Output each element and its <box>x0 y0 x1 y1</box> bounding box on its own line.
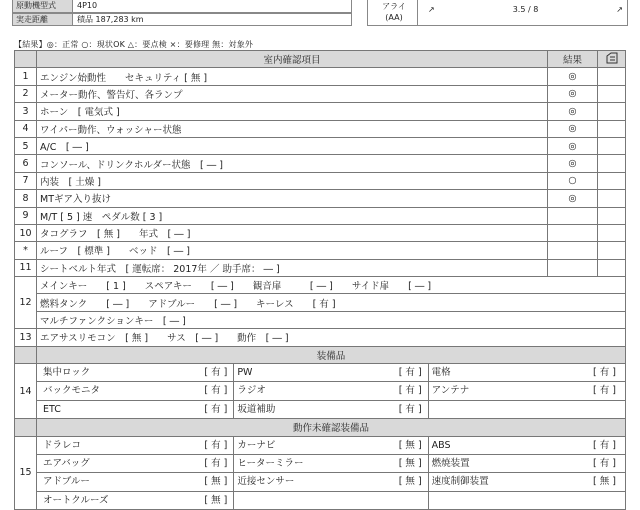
mileage-label: 実走距離 <box>13 14 73 25</box>
equipment-value: [ 有 ] <box>204 403 228 415</box>
equipment-cell <box>233 492 427 509</box>
table-row <box>15 400 626 418</box>
equipment-value: [ 有 ] <box>398 403 422 415</box>
equipment-cell <box>233 455 427 472</box>
equipment-cell <box>40 437 233 454</box>
item-text: M/T [ 5 ] 速 ペダル数 [ 3 ] <box>37 207 548 224</box>
section-title: 室内確認項目 <box>37 51 548 68</box>
mileage-value: 積品 187,283 km <box>77 15 144 24</box>
result-mark: ◎ <box>548 120 598 137</box>
equipment-cell <box>233 382 427 399</box>
equipment-value: [ 無 ] <box>204 494 228 506</box>
table-row <box>15 436 626 454</box>
engine-model-label: 原動機型式 <box>13 0 73 12</box>
item-text: コンソール、ドリンクホルダー状態 [ ― ] <box>37 155 548 172</box>
item-number: 1 <box>15 68 37 85</box>
equipment-cell <box>428 455 622 472</box>
result-mark: ◎ <box>548 155 598 172</box>
table-row <box>15 155 626 172</box>
item-text: エンジン始動性 セキュリティ [ 無 ] <box>37 68 548 85</box>
unchecked-header <box>15 419 626 436</box>
table-row <box>15 137 626 154</box>
engine-model-row <box>12 0 352 13</box>
item-text: ホーン [ 電気式 ] <box>37 103 548 120</box>
inspection-table <box>14 50 626 510</box>
result-mark: ◎ <box>548 68 598 85</box>
item-number: 14 <box>15 364 37 419</box>
equipment-cell <box>233 437 427 454</box>
item-number: 10 <box>15 224 37 241</box>
equipment-value: [ 無 ] <box>398 439 422 451</box>
equipment-name: アドブルー <box>43 476 90 488</box>
equipment-name: ラジオ <box>237 385 266 397</box>
equipment-name: アンテナ <box>431 385 470 397</box>
item-text: エアサスリモコン [ 無 ] サス [ ― ] 動作 [ ― ] <box>37 329 626 346</box>
item-text: ルーフ [ 標準 ] ベッド [ ― ] <box>37 242 548 259</box>
table-row <box>15 224 626 241</box>
equipment-value: [ 有 ] <box>593 439 616 451</box>
item-text: A/C [ ― ] <box>37 137 548 154</box>
item-number: 11 <box>15 259 37 276</box>
equipment-cell <box>428 492 622 509</box>
equipment-name: ヒーターミラー <box>237 457 304 469</box>
equipment-name: バックモニタ <box>43 385 101 397</box>
vehicle-info-header <box>12 0 628 30</box>
table-row <box>15 172 626 189</box>
result-legend: 【結果】◎：正常 ○：現状OK △：要点検 ×：要修理 無：対象外 <box>14 40 254 49</box>
equipment-name: 坂道補助 <box>237 403 276 415</box>
equipment-name: 電格 <box>431 367 451 379</box>
item-text: マルチファンクションキー [ ― ] <box>37 311 626 328</box>
equipment-name: PW <box>237 367 253 379</box>
item-number: 7 <box>15 172 37 189</box>
equipment-cell <box>428 473 622 490</box>
result-mark <box>548 207 598 224</box>
table-row <box>15 382 626 400</box>
equipment-value: [ 無 ] <box>398 476 422 488</box>
equipment-name: ETC <box>43 403 61 415</box>
result-mark: ○ <box>548 172 598 189</box>
table-row <box>15 259 626 276</box>
item-number: 4 <box>15 120 37 137</box>
equipment-name: 速度制御装置 <box>431 476 489 488</box>
equipment-cell <box>233 364 427 381</box>
equipment-cell <box>428 437 622 454</box>
item-number: 13 <box>15 329 37 346</box>
table-row <box>15 103 626 120</box>
item-number: 5 <box>15 137 37 154</box>
item-text: ワイパー動作、ウォッシャー状態 <box>37 120 548 137</box>
stamp-icon <box>598 51 626 68</box>
equipment-cell <box>428 382 622 399</box>
equipment-value: [ 有 ] <box>398 367 422 379</box>
equipment-name: エアバッグ <box>43 457 90 469</box>
engine-model-value: 4P10 <box>77 1 98 10</box>
item-number: 2 <box>15 85 37 102</box>
item-number: 8 <box>15 190 37 207</box>
equipment-name: 燃焼装置 <box>431 457 470 469</box>
table-row <box>15 85 626 102</box>
table-row <box>15 120 626 137</box>
result-mark: ◎ <box>548 85 598 102</box>
table-row <box>15 364 626 382</box>
equipment-name: 集中ロック <box>43 367 91 379</box>
table-row <box>15 190 626 207</box>
item-number: 15 <box>15 436 37 510</box>
item-text: 内装 [ 土燥 ] <box>37 172 548 189</box>
equipment-title: 装備品 <box>37 346 626 363</box>
equipment-cell <box>40 473 233 490</box>
equipment-value: [ 有 ] <box>398 385 422 397</box>
equipment-cell <box>40 382 233 399</box>
equipment-name: ドラレコ <box>43 439 82 451</box>
item-text: メーター動作、警告灯、各ランプ <box>37 85 548 102</box>
item-number: 6 <box>15 155 37 172</box>
item-text: MTギア入り抜け <box>37 190 548 207</box>
alignment-box <box>367 0 628 26</box>
result-mark: ◎ <box>548 137 598 154</box>
equipment-cell <box>40 492 233 509</box>
item-13-row <box>15 329 626 346</box>
item-text: 燃料タンク [ ― ] アドブルー [ ― ] キーレス [ 有 ] <box>37 294 626 311</box>
alignment-label: アライ (AA) <box>368 0 418 25</box>
equipment-cell <box>233 401 427 418</box>
item-12-row <box>15 294 626 311</box>
equipment-cell <box>40 455 233 472</box>
equipment-cell <box>428 401 622 418</box>
table-row <box>15 207 626 224</box>
table-row <box>15 473 626 491</box>
item-number: 3 <box>15 103 37 120</box>
equipment-value: [ 有 ] <box>593 457 616 469</box>
table-row <box>15 68 626 85</box>
equipment-value: [ 有 ] <box>204 439 228 451</box>
result-mark <box>548 242 598 259</box>
table-row <box>15 491 626 509</box>
item-number: * <box>15 242 37 259</box>
equipment-name: オートクルーズ <box>43 494 109 506</box>
equipment-cell <box>233 473 427 490</box>
table-row <box>15 242 626 259</box>
equipment-value: [ 有 ] <box>204 457 228 469</box>
table-row <box>15 454 626 472</box>
equipment-value: [ 無 ] <box>204 476 228 488</box>
equipment-name: ABS <box>431 439 451 451</box>
equipment-value: [ 有 ] <box>204 367 228 379</box>
item-number: 12 <box>15 277 37 329</box>
item-12-row <box>15 277 626 294</box>
equipment-value: [ 有 ] <box>593 385 616 397</box>
table-header <box>15 51 626 68</box>
equipment-value: [ 有 ] <box>593 367 616 379</box>
equipment-value: [ 無 ] <box>593 476 616 488</box>
item-text: タコグラフ [ 無 ] 年式 [ ― ] <box>37 224 548 241</box>
mileage-row <box>12 13 352 26</box>
equipment-name: 近接センサー <box>237 476 295 488</box>
result-mark <box>548 259 598 276</box>
result-header: 結果 <box>548 51 598 68</box>
result-mark <box>548 224 598 241</box>
equipment-header <box>15 346 626 363</box>
item-12-row <box>15 311 626 328</box>
equipment-value: [ 無 ] <box>398 457 422 469</box>
equipment-cell <box>40 364 233 381</box>
equipment-cell <box>428 364 622 381</box>
item-text: メインキー [ 1 ] スペアキー [ ― ] 観音扉 [ ― ] サイド扉 [ ― ] <box>37 277 626 294</box>
result-mark: ◎ <box>548 103 598 120</box>
alignment-values: ↗ 3.5 / 8 ↗ <box>428 5 623 14</box>
unchecked-title: 動作未確認装備品 <box>37 419 626 436</box>
equipment-cell <box>40 401 233 418</box>
equipment-name: カーナビ <box>237 439 276 451</box>
result-mark: ◎ <box>548 190 598 207</box>
item-text: シートベルト年式 [ 運転席： 2017年 ／ 助手席： ― ] <box>37 259 548 276</box>
item-number: 9 <box>15 207 37 224</box>
equipment-value: [ 有 ] <box>204 385 228 397</box>
